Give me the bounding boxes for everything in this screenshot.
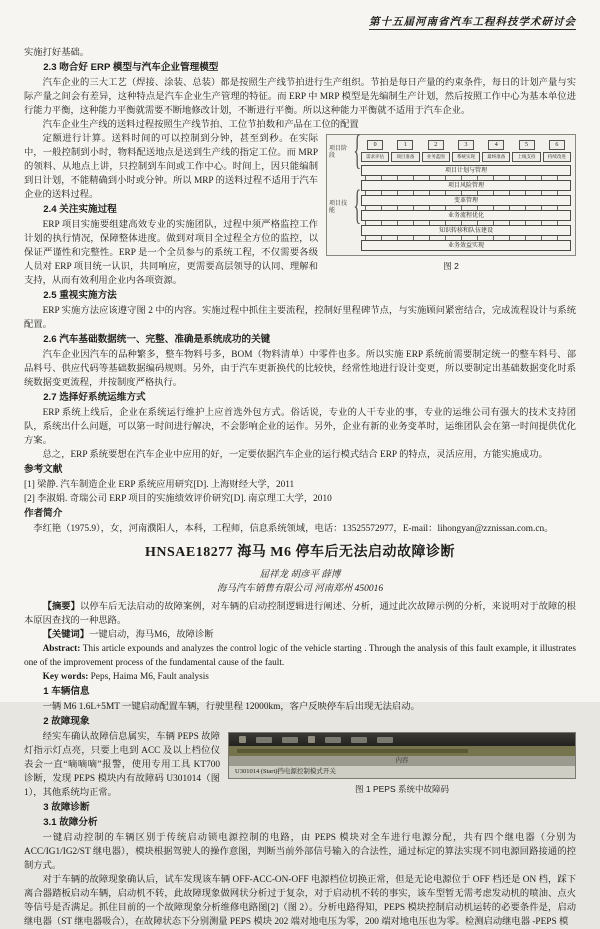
section-heading-2-5: 2.5 重视实施方法 [43,290,117,301]
section-heading-2-7: 2.7 选择好系统运维方式 [43,392,146,403]
paragraph: ERP 项目实施要组建高效专业的实施团队，过程中须严格监控工作计划的执行情况，保障整体进度。做到对项目全过程全方位的监控，以保证严谨性和完整性。ERP 是一个全员参与的系统工程，不仅需要各级人员对 ERP 项目统一认识，共同响应，更需要高层领导的认同、理解和支持，从而有效利用企业内各项资源。 [24,220,318,286]
phase-number: 3 [458,140,474,150]
paragraph: 经实车确认故障信息属实，车辆 PEPS 故障灯指示灯点亮，只要上电到 ACC 及以上档位仪表会一直“嘀嘀嘀”报警，使用专用工具 KT700 诊断，发现 PEPS 模块内有故障码 U301014（图 1），其他系统均正常。 [24,732,220,798]
section-heading-2-6: 2.6 汽车基础数据统一、完整、准确是系统成功的关键 [43,334,271,345]
phase-box [422,140,450,162]
article2-title: HNSAE18277 海马 M6 停车后无法启动故障诊断 [145,545,455,560]
reference-item: [1] 梁静. 汽车制造企业 ERP 系统应用研究[D]. 上海财经大学，2011 [24,480,295,490]
toolbar-icon [239,736,246,743]
figure1-box [228,732,576,779]
phase-box [452,140,480,162]
figure1-caption: 图 1 PEPS 系统中故障码 [355,784,449,794]
phase-label: 最终准备 [482,152,510,162]
section-heading-1: 1 车辆信息 [43,686,90,697]
keywords-en-label: Key words: [42,672,89,682]
figure2-box [326,129,576,256]
paragraph: 汽车企业因汽车的品种繁多，整车物料号多，BOM（物料清单）中零件也多。所以实施 ERP 系统前需要制定统一的整车料号、部品料号、供应代码等基础数据编码规则。另外，由于汽车更新换代的比较快，经常性地进行设计变更，所以要制定出基础数据变化时系统数据变更流程，并按制度严格执行。 [24,350,576,388]
references-heading: 参考文献 [24,464,63,475]
toolbar-icon [308,736,315,743]
keywords-en-text: Peps, Haima M6, Fault analysis [90,672,209,682]
section-heading-3: 3 故障诊断 [43,802,90,813]
paragraph-intro: 实施打好基础。 [24,48,90,58]
figure1-diagnostic-screenshot [228,732,576,796]
author-bio-heading: 作者简介 [24,508,63,519]
paragraph: 定额进行计算。送料时间的可以控制到分钟，甚至到秒。在实际中，一般控制到小时，物料配送地点是送到生产线的指定工位。而 MRP 的领料、从地点上讲，只控制到车间或工作中心。时间上，因只能编制到日计划，不能精确到小时或分钟。所以 MRP 的送料过程不适用于汽车企业的送料过程。 [24,134,318,200]
phase-number: 0 [367,140,383,150]
paragraph: 一键启动控制的车辆区别于传统启动锁电源控制的电路，由 PEPS 模块对全车进行电源分配，共有四个继电器（分别为 ACC/IG1/IG2/ST 继电器），模块根据驾驶人的操作意图，判断当前外部信号输入的合法性，通过标定的算法实现不同电源回路接通的控制方式。 [24,833,576,871]
section-heading-2-4: 2.4 关注实施过程 [43,204,117,215]
phase-box [543,140,571,162]
figure2-bars-row [329,165,571,251]
article2-authors: 屈祥龙 胡彦平 薛博 [259,570,341,580]
task-bar: 变革管理 [361,195,571,206]
reference-item: [2] 李淑娟. 奇瑞公司 ERP 项目的实施绩效评价研究[D]. 南京理工大学，2010 [24,494,332,504]
abstract-cn [24,600,576,628]
keywords-cn [24,628,576,642]
paragraph: 汽车企业的三大工艺（焊接、涂装、总装）都是按照生产线节拍进行生产组织。节拍是每日产量的约束条件，每日的计划产量与实际产量之间会有差异，这种特点是汽车企业生产管理的特征。而 ERP 中 MRP 模型是先编制生产计划，然后按照工作中心为基本单位进行能力平衡，这种能力平衡就需要不断地修改计划，不断进行平衡。所以这种能力平衡就不适用于汽车企业。 [24,78,576,116]
conference-header [24,16,576,30]
abstract-en-text: This article expounds and analyzes the control logic of the vehicle starting . Through the analysis of this fault example, it illustrates one of the improvement process of the fundamental cause of the fault. [24,644,577,668]
task-bar: 知识转移和队伍建设 [361,225,571,236]
diagnostic-toolbar [229,733,575,746]
abstract-en [24,642,576,670]
paragraph: ERP 实施方法应该遵守图 2 中的内容。实施过程中抓住主要流程，控制好里程碑节点，与实施顾问紧密结合，完成流程设计与系统配置。 [24,306,576,330]
phase-number: 2 [428,140,444,150]
phase-box [482,140,510,162]
toolbar-icon [325,737,341,743]
keywords-en [24,670,576,684]
paragraph: ERP 系统上线后，企业在系统运行维护上应首选外包方式。俗话说，专业的人干专业的事，专业的运维公司有强大的技术支持团队，系统出什么问题，可以第一时间进行解决，不会影响企业的运作。另外，企业有新的业务变革时，运维团队会在第一时间提供优化方案。 [24,408,576,446]
section-heading-3-1: 3.1 故障分析 [43,817,98,828]
task-bar: 业务流程优化 [361,210,571,221]
phase-label: 项目准备 [391,152,419,162]
toolbar-icon [377,737,393,743]
section-heading-2-3: 2.3 吻合好 ERP 模型与汽车企业管理模型 [43,62,219,73]
task-bar: 业务效益实现 [361,240,571,251]
phase-number: 5 [519,140,535,150]
author-bio: 李红艳（1975.9），女，河南濮阳人，本科，工程师，信息系统领域，电话：13525572977，E-mail：lihongyan@zznissan.com.cn。 [33,524,554,534]
abstract-cn-text: 以停车后无法启动的故障案例，对车辆的启动控制逻辑进行阐述、分析，通过此次故障示例的分析，来说明对于故障的根本原因查找的一种思路。 [24,602,576,626]
paragraph: 对于车辆的故障现象确认后，试车发现该车辆 OFF-ACC-ON-OFF 电源档位切换正常，但是无论电源位于 OFF 档还是 ON 档，踩下离合器踏板启动车辆，启动机不转，此故障现象做网状分析过于复杂，对于启动机不转的事实，该车型暂无需考虑发动机的喷油、点火等信号是否满足。抓住目前的一个故障现象分析维修电路图[2]（图 2）。分析电路得知，PEPS 模块控制启动机运转的必要条件是，启动继电器（ST 继电器吸合），在故障状态下分别测量 PEPS 模块 202 端对地电压为零，200 端对地电压也为零。检测启动继电器 -PEPS 模 [24,875,576,927]
phase-number: 4 [488,140,504,150]
phase-label: 业务蓝图 [422,152,450,162]
phase-box [391,140,419,162]
conference-title: 第十五届河南省汽车工程科技学术研讨会 [369,17,576,28]
section-heading-2: 2 故障现象 [43,716,90,727]
brace-glyph: { [353,184,361,229]
phase-label: 上线支持 [512,152,540,162]
toolbar-icon [256,737,272,743]
fault-code-text: U301014 (Start)挡电源控制模式开关 [235,768,336,775]
keywords-cn-label: 【关键词】 [42,630,90,640]
phase-label: 持续改进 [543,152,571,162]
figure2-left-label-bottom: 项目技能 [329,201,348,214]
path-text-blob [237,749,468,753]
figure2-erp-diagram [326,129,576,273]
phase-number: 1 [397,140,413,150]
phase-label: 需求评估 [361,152,389,162]
toolbar-icon [351,737,367,743]
abstract-cn-label: 【摘要】 [42,602,81,612]
paragraph: 总之，ERP 系统要想在汽车企业中应用的好，一定要依据汽车企业的运行模式结合 ERP 的特点，灵活应用，方能实施成功。 [42,450,548,460]
phase-box [361,140,389,162]
figure2-left-label-top: 项目阶段 [329,145,348,159]
brace-glyph: { [353,129,361,174]
phase-number: 6 [549,140,565,150]
phase-box [512,140,540,162]
paragraph: 汽车企业生产线的送料过程按照生产线节拍、工位节拍数和产品在工位的配置 [42,120,359,130]
figure2-caption: 图 2 [443,261,459,271]
paragraph: 一辆 M6 1.6L+5MT 一键启动配置车辆，行驶里程 12000km，客户反映停车后出现无法启动。 [42,702,420,712]
keywords-cn-text: 一键启动，海马M6，故障诊断 [89,630,214,640]
task-bar: 项目风险管理 [361,180,571,191]
task-bar: 项目计划与管理 [361,165,571,176]
article2-affiliation: 海马汽车销售有限公司 河南郑州 450016 [216,584,384,594]
toolbar-icon [282,737,298,743]
phase-label: 系统实现 [452,152,480,162]
diagnostic-header-cell: 内容 [395,757,409,764]
abstract-en-label: Abstract: [42,644,81,654]
